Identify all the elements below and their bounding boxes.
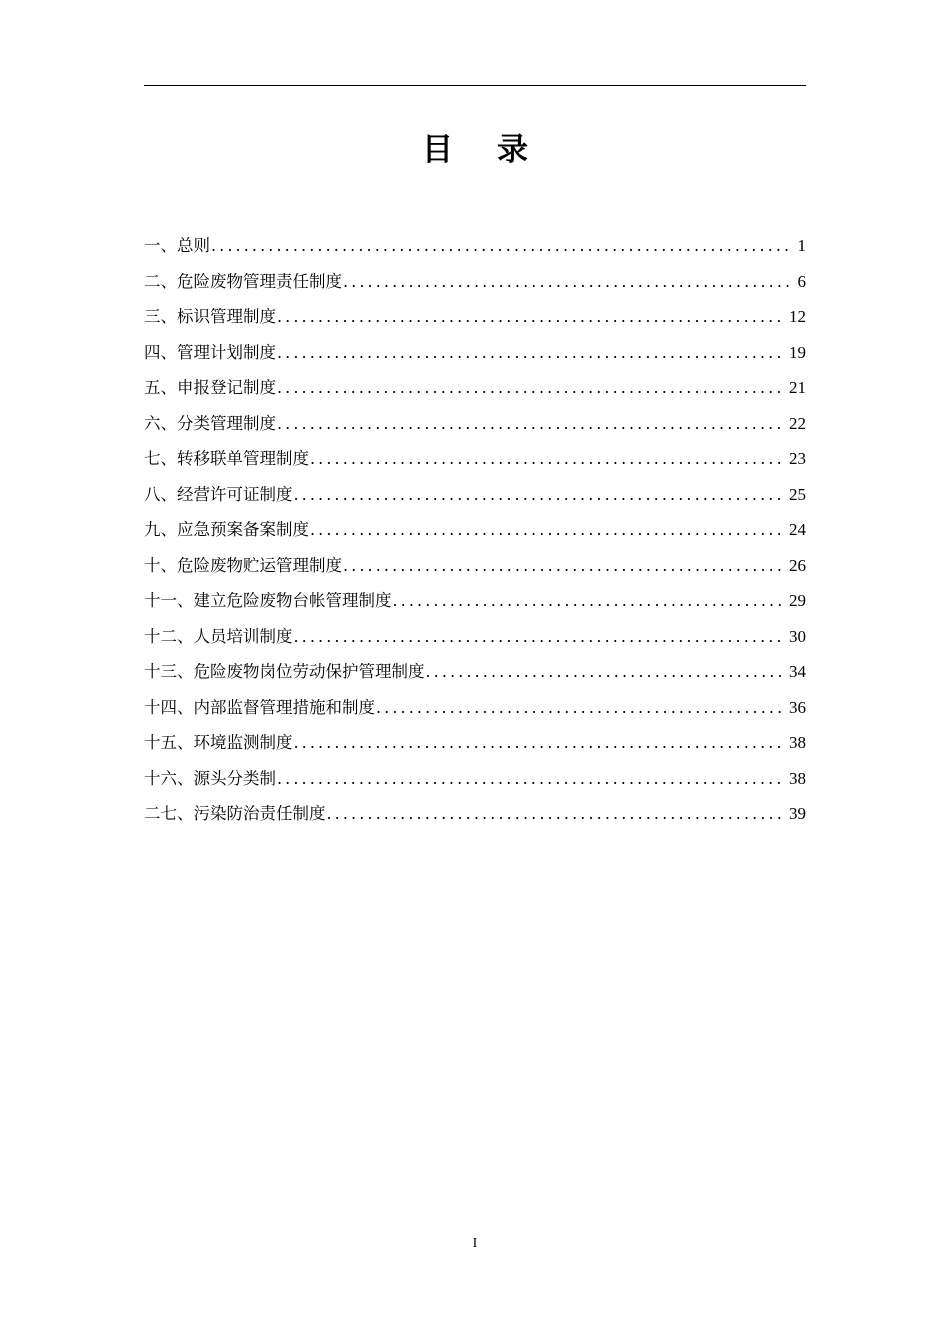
toc-entry-page: 29 <box>789 591 806 610</box>
toc-entry[interactable] <box>144 406 806 442</box>
toc-entry-page: 39 <box>789 804 806 823</box>
toc-entry[interactable] <box>144 228 806 264</box>
toc-dot-leader <box>343 548 786 584</box>
toc-entry-label: 九、应急预案备案制度 <box>144 520 309 539</box>
toc-entry-page: 38 <box>789 733 806 752</box>
toc-entry[interactable] <box>144 512 806 548</box>
toc-entry-label: 十六、源头分类制 <box>144 768 276 788</box>
toc-entry-label: 十、危险废物贮运管理制度 <box>144 555 342 575</box>
toc-entry-page: 22 <box>789 413 806 433</box>
toc-dot-leader <box>327 796 787 832</box>
toc-entry[interactable] <box>144 583 806 619</box>
toc-entry[interactable] <box>144 477 806 513</box>
toc-entry-page: 1 <box>797 236 806 255</box>
toc-entry-label: 六、分类管理制度 <box>144 413 276 433</box>
toc-entry-label: 二、危险废物管理责任制度 <box>144 271 342 291</box>
toc-entry-label: 八、经营许可证制度 <box>144 484 293 504</box>
toc-dot-leader <box>343 264 793 300</box>
toc-dot-leader <box>294 725 787 761</box>
toc-entry-label: 十二、人员培训制度 <box>144 626 293 646</box>
toc-entry-label: 十一、建立危险废物台帐管理制度 <box>144 591 392 610</box>
toc-entry-label: 一、总则 <box>144 236 210 255</box>
toc-title: 目录 <box>422 132 572 168</box>
toc-entry-page: 36 <box>789 697 806 717</box>
toc-entry-page: 25 <box>789 484 806 504</box>
toc-dot-leader <box>426 654 787 690</box>
toc-entry[interactable] <box>144 690 806 726</box>
header-rule <box>144 85 806 86</box>
toc-dot-leader <box>277 299 786 335</box>
toc-dot-leader <box>277 335 786 371</box>
toc-entry-label: 十三、危险废物岗位劳动保护管理制度 <box>144 662 425 681</box>
toc-dot-leader <box>294 477 787 513</box>
toc-entry-label: 五、申报登记制度 <box>144 378 276 397</box>
table-of-contents <box>144 228 806 832</box>
toc-entry[interactable] <box>144 335 806 371</box>
toc-entry[interactable] <box>144 548 806 584</box>
toc-entry-page: 12 <box>789 307 806 326</box>
toc-entry-page: 23 <box>789 449 806 468</box>
toc-dot-leader <box>277 761 786 797</box>
toc-entry[interactable] <box>144 299 806 335</box>
toc-entry-label: 十五、环境监测制度 <box>144 733 293 752</box>
footer-page-number: I <box>472 1236 478 1251</box>
toc-entry[interactable] <box>144 370 806 406</box>
toc-entry-page: 34 <box>789 662 806 681</box>
toc-entry-label: 十四、内部监督管理措施和制度 <box>144 697 375 717</box>
toc-entry[interactable] <box>144 264 806 300</box>
toc-entry-label: 四、管理计划制度 <box>144 342 276 362</box>
toc-dot-leader <box>376 690 786 726</box>
toc-entry[interactable] <box>144 796 806 832</box>
toc-entry[interactable] <box>144 654 806 690</box>
toc-entry-page: 24 <box>789 520 806 539</box>
toc-entry-page: 38 <box>789 768 806 788</box>
toc-entry-page: 26 <box>789 555 806 575</box>
toc-dot-leader <box>310 441 786 477</box>
toc-dot-leader <box>277 406 786 442</box>
toc-entry[interactable] <box>144 619 806 655</box>
toc-entry[interactable] <box>144 761 806 797</box>
toc-dot-leader <box>393 583 787 619</box>
toc-dot-leader <box>294 619 787 655</box>
toc-entry-page: 30 <box>789 626 806 646</box>
toc-entry-page: 21 <box>789 378 806 397</box>
toc-entry[interactable] <box>144 725 806 761</box>
toc-entry-label: 七、转移联单管理制度 <box>144 449 309 468</box>
toc-entry-label: 二七、污染防治责任制度 <box>144 804 326 823</box>
toc-entry-page: 19 <box>789 342 806 362</box>
toc-dot-leader <box>310 512 786 548</box>
toc-entry-label: 三、标识管理制度 <box>144 307 276 326</box>
toc-dot-leader <box>277 370 786 406</box>
toc-entry-page: 6 <box>797 271 806 291</box>
toc-entry[interactable] <box>144 441 806 477</box>
toc-dot-leader <box>211 228 793 264</box>
